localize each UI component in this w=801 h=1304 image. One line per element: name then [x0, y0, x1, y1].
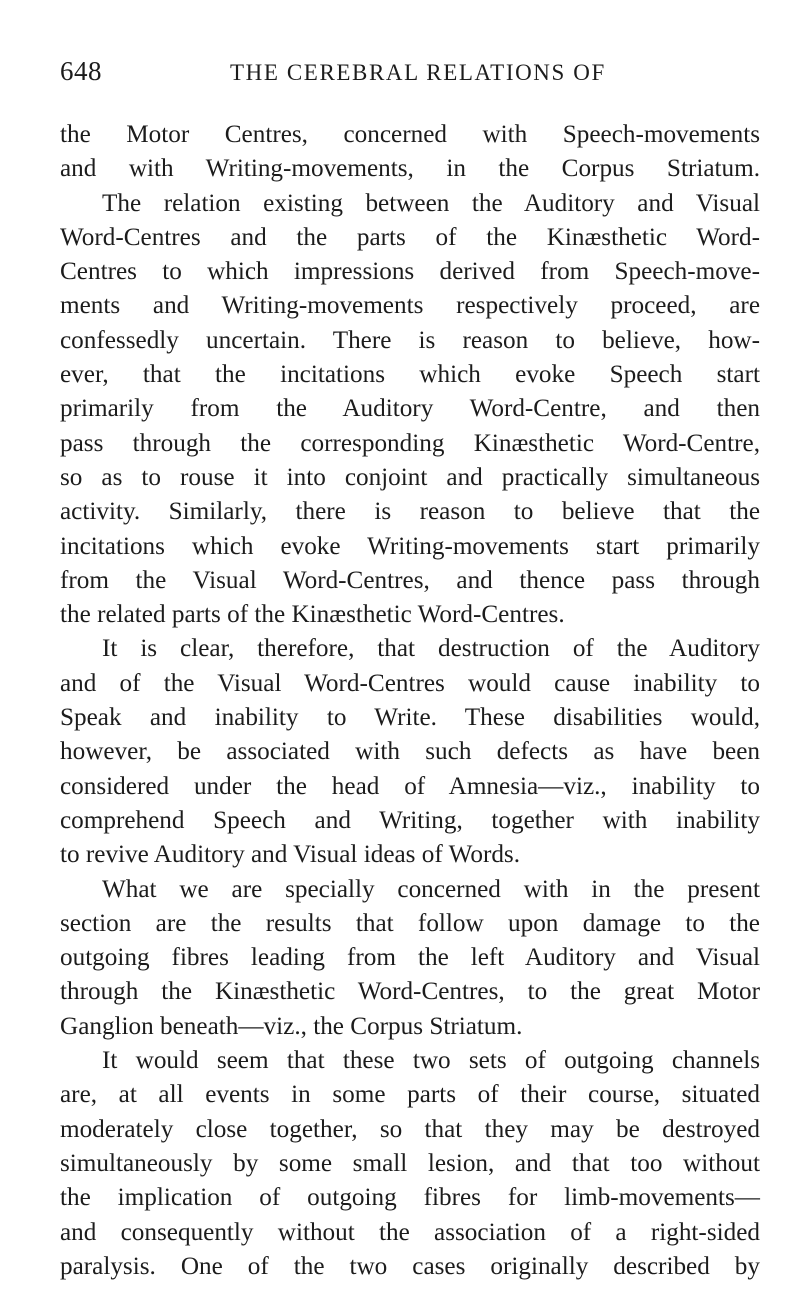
- paragraph-end-line: the related parts of the Kinæsthetic Word-Centres.: [60, 601, 565, 629]
- paragraph-end-line: Ganglion beneath—viz., the Corpus Striatum.: [60, 1012, 523, 1040]
- text-line: activity. Similarly, there is reason to believe that the: [60, 498, 760, 526]
- text-line: and of the Visual Word-Centres would cause inability to: [60, 669, 760, 697]
- text-line: Centres to which impressions derived from Speech-move-: [60, 258, 760, 286]
- text-line: and consequently without the association of a right-sided: [60, 1218, 760, 1246]
- text-line: and with Writing-movements, in the Corpus Striatum.: [60, 155, 760, 183]
- text-line: primarily from the Auditory Word-Centre, and then: [60, 395, 760, 423]
- text-line: section are the results that follow upon damage to the: [60, 909, 760, 937]
- text-line: considered under the head of Amnesia—viz., inability to: [60, 772, 760, 800]
- paragraph-end-line: to revive Auditory and Visual ideas of Words.: [60, 841, 521, 869]
- text-line: are, at all events in some parts of their course, situated: [60, 1081, 760, 1109]
- text-line: confessedly uncertain. There is reason to believe, how-: [60, 326, 760, 354]
- text-line: moderately close together, so that they may be destroyed: [60, 1115, 760, 1143]
- running-head: [60, 56, 760, 92]
- text-line: comprehend Speech and Writing, together with inability: [60, 806, 760, 834]
- running-head-title: THE CEREBRAL RELATIONS OF: [230, 60, 606, 85]
- paragraph-start-line: It is clear, therefore, that destruction of the Auditory: [102, 635, 760, 663]
- paragraph-start-line: It would seem that these two sets of outgoing channels: [102, 1047, 760, 1075]
- text-line: incitations which evoke Writing-movements start primarily: [60, 532, 760, 560]
- paragraph-start-line: The relation existing between the Auditory and Visual: [102, 189, 760, 217]
- text-line: paralysis. One of the two cases originally described by: [60, 1252, 760, 1280]
- text-line: Word-Centres and the parts of the Kinæsthetic Word-: [60, 223, 760, 251]
- text-line: however, be associated with such defects as have been: [60, 738, 760, 766]
- text-line: through the Kinæsthetic Word-Centres, to the great Motor: [60, 978, 760, 1006]
- text-line: so as to rouse it into conjoint and practically simultaneous: [60, 463, 760, 491]
- text-line: ever, that the incitations which evoke Speech start: [60, 361, 760, 389]
- text-line: pass through the corresponding Kinæsthetic Word-Centre,: [60, 429, 760, 457]
- text-line: the implication of outgoing fibres for limb-movements—: [60, 1184, 760, 1212]
- page-number: 648: [60, 56, 102, 86]
- text-line: ments and Writing-movements respectively proceed, are: [60, 292, 760, 320]
- paragraph-start-line: What we are specially concerned with in the present: [102, 875, 760, 903]
- text-line: from the Visual Word-Centres, and thence pass through: [60, 566, 760, 594]
- text-line: outgoing fibres leading from the left Auditory and Visual: [60, 944, 760, 972]
- text-line: the Motor Centres, concerned with Speech-movements: [60, 121, 760, 148]
- text-line: Speak and inability to Write. These disabilities would,: [60, 704, 760, 732]
- body-text: [60, 118, 760, 1284]
- text-line: simultaneously by some small lesion, and that too without: [60, 1149, 760, 1177]
